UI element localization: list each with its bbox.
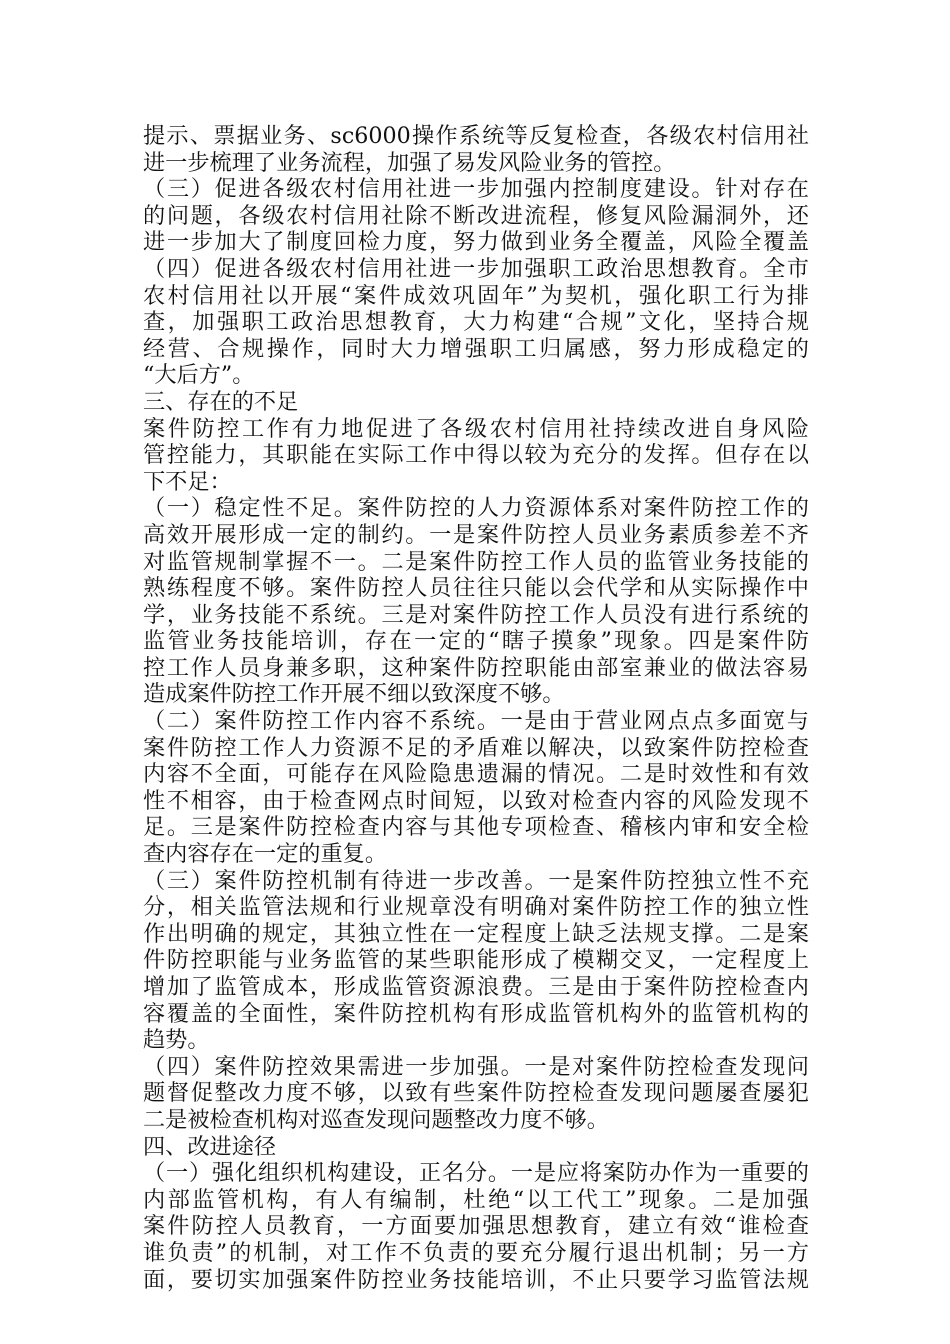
- text-line: （三）案件防控机制有待进一步改善。一是案件防控独立性不充: [143, 867, 809, 894]
- text-line: 对监管规制掌握不一。二是案件防控工作人员的监管业务技能的: [143, 548, 809, 575]
- text-line: 内容不全面，可能存在风险隐患遗漏的情况。二是时效性和有效: [143, 761, 809, 788]
- text-line: 下不足：: [143, 468, 232, 495]
- text-line: 面，要切实加强案件防控业务技能培训，不止只要学习监管法规: [143, 1266, 809, 1293]
- text-line: 二是被检查机构对巡查发现问题整改力度不够。: [143, 1106, 609, 1133]
- text-line: 内部监管机构，有人有编制，杜绝“以工代工”现象。二是加强: [143, 1186, 809, 1213]
- text-line: 学，业务技能不系统。三是对案件防控工作人员没有进行系统的: [143, 601, 809, 628]
- document-body: [143, 123, 809, 1293]
- text-line: 案件防控工作有力地促进了各级农村信用社持续改进自身风险: [143, 415, 809, 442]
- text-line: 谁负责”的机制，对工作不负责的要充分履行退出机制；另一方: [143, 1239, 809, 1266]
- text-line: （四）促进各级农村信用社进一步加强职工政治思想教育。全市: [143, 255, 809, 282]
- text-line: 足。三是案件防控检查内容与其他专项检查、稽核内审和安全检: [143, 814, 809, 841]
- text-line: 造成案件防控工作开展不细以致深度不够。: [143, 681, 565, 708]
- text-line: 性不相容，由于检查网点时间短，以致对检查内容的风险发现不: [143, 787, 809, 814]
- text-line: 件防控职能与业务监管的某些职能形成了模糊交叉，一定程度上: [143, 947, 809, 974]
- text-line: 三、存在的不足: [143, 388, 299, 415]
- text-line: 控工作人员身兼多职，这种案件防控职能由部室兼业的做法容易: [143, 654, 809, 681]
- text-line: 案件防控人员教育，一方面要加强思想教育，建立有效“谁检查: [143, 1213, 809, 1240]
- text-line: 管控能力，其职能在实际工作中得以较为充分的发挥。但存在以: [143, 442, 809, 469]
- text-line: （四）案件防控效果需进一步加强。一是对案件防控检查发现问: [143, 1053, 809, 1080]
- text-line: （一）强化组织机构建设，正名分。一是应将案防办作为一重要的: [143, 1160, 809, 1187]
- text-line: 高效开展形成一定的制约。一是案件防控人员业务素质参差不齐: [143, 521, 809, 548]
- text-line: 进一步加大了制度回检力度，努力做到业务全覆盖，风险全覆盖: [143, 229, 809, 256]
- text-line: 增加了监管成本，形成监管资源浪费。三是由于案件防控检查内: [143, 974, 809, 1000]
- text-line: 熟练程度不够。案件防控人员往往只能以会代学和从实际操作中: [143, 575, 809, 602]
- text-line: 四、改进途径: [143, 1133, 277, 1160]
- text-line: 分，相关监管法规和行业规章没有明确对案件防控工作的独立性: [143, 894, 809, 921]
- text-line: 农村信用社以开展“案件成效巩固年”为契机，强化职工行为排: [143, 282, 809, 309]
- text-line: 题督促整改力度不够，以致有些案件防控检查发现问题屡查屡犯: [143, 1080, 809, 1107]
- text-line: （一）稳定性不足。案件防控的人力资源体系对案件防控工作的: [143, 495, 809, 522]
- text-line: 的问题，各级农村信用社除不断改进流程，修复风险漏洞外，还: [143, 202, 809, 229]
- text-line: 作出明确的规定，其独立性在一定程度上缺乏法规支撑。二是案: [143, 920, 809, 947]
- text-line: （三）促进各级农村信用社进一步加强内控制度建设。针对存在: [143, 176, 809, 203]
- text-line: 查内容存在一定的重复。: [143, 841, 388, 868]
- text-line: 案件防控工作人力资源不足的矛盾难以解决，以致案件防控检查: [143, 734, 809, 761]
- text-line: 经营、合规操作，同时大力增强职工归属感，努力形成稳定的: [143, 335, 809, 362]
- text-line: 查，加强职工政治思想教育，大力构建“合规”文化，坚持合规: [143, 309, 809, 336]
- text-line: “大后方”。: [143, 362, 255, 389]
- text-line: 监管业务技能培训，存在一定的“瞎子摸象”现象。四是案件防: [143, 628, 809, 655]
- text-line: 趋势。: [143, 1027, 210, 1054]
- text-line: 容覆盖的全面性，案件防控机构有形成监管机构外的监管机构的: [143, 1000, 809, 1027]
- text-line: 进一步梳理了业务流程，加强了易发风险业务的管控。: [143, 149, 676, 176]
- text-line: （二）案件防控工作内容不系统。一是由于营业网点点多面宽与: [143, 708, 809, 735]
- text-line: 提示、票据业务、sc6000操作系统等反复检查，各级农村信用社: [143, 123, 809, 149]
